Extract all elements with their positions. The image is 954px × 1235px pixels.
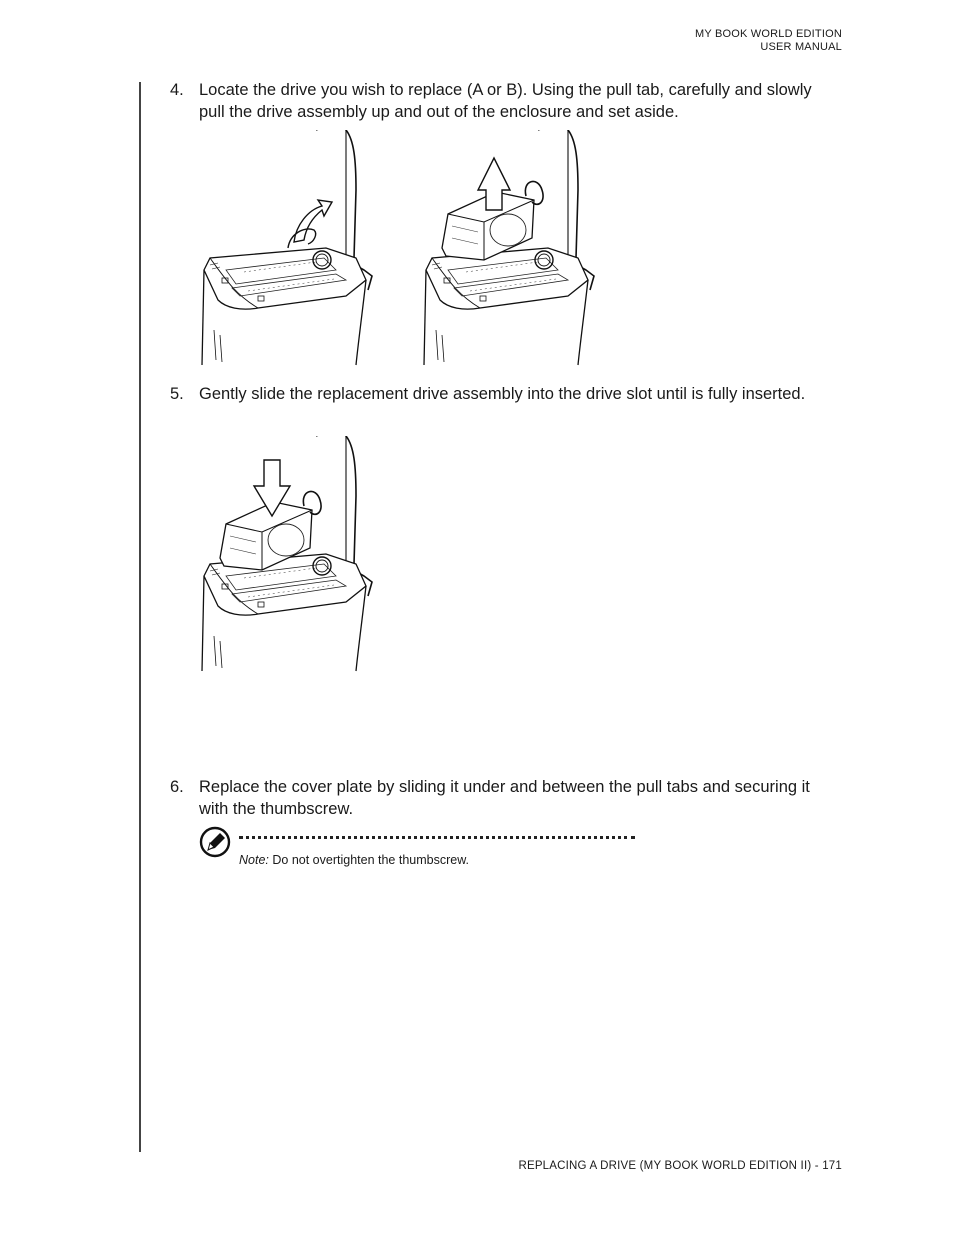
step-number: 4. — [170, 81, 184, 99]
margin-rule — [139, 82, 141, 1152]
step-number: 6. — [170, 778, 184, 796]
note-label: Note: — [239, 853, 269, 867]
running-footer: REPLACING A DRIVE (MY BOOK WORLD EDITION II) - 171 — [518, 1160, 842, 1172]
figure-drive-insert — [196, 436, 416, 672]
note-divider — [239, 836, 635, 839]
note-text — [239, 853, 469, 867]
header-title: MY BOOK WORLD EDITION — [694, 28, 842, 40]
header-subtitle: USER MANUAL — [760, 41, 842, 53]
figure-pull-tab — [196, 130, 416, 366]
step-number: 5. — [170, 385, 184, 403]
figure-drive-removed — [418, 130, 638, 366]
step-5 — [170, 383, 830, 405]
step-4 — [170, 79, 830, 123]
step-6 — [170, 776, 830, 820]
step-text: Locate the drive you wish to replace (A or B). Using the pull tab, carefully and slowly pull the drive assembly up and out of the enclosure and set aside. — [199, 81, 812, 121]
note-pencil-icon — [199, 826, 231, 858]
step-text: Gently slide the replacement drive assembly into the drive slot until is fully inserted. — [199, 385, 806, 403]
note-body: Do not overtighten the thumbscrew. — [272, 853, 470, 867]
running-header — [695, 28, 842, 54]
step-text: Replace the cover plate by sliding it under and between the pull tabs and securing it with the thumbscrew. — [199, 778, 810, 818]
